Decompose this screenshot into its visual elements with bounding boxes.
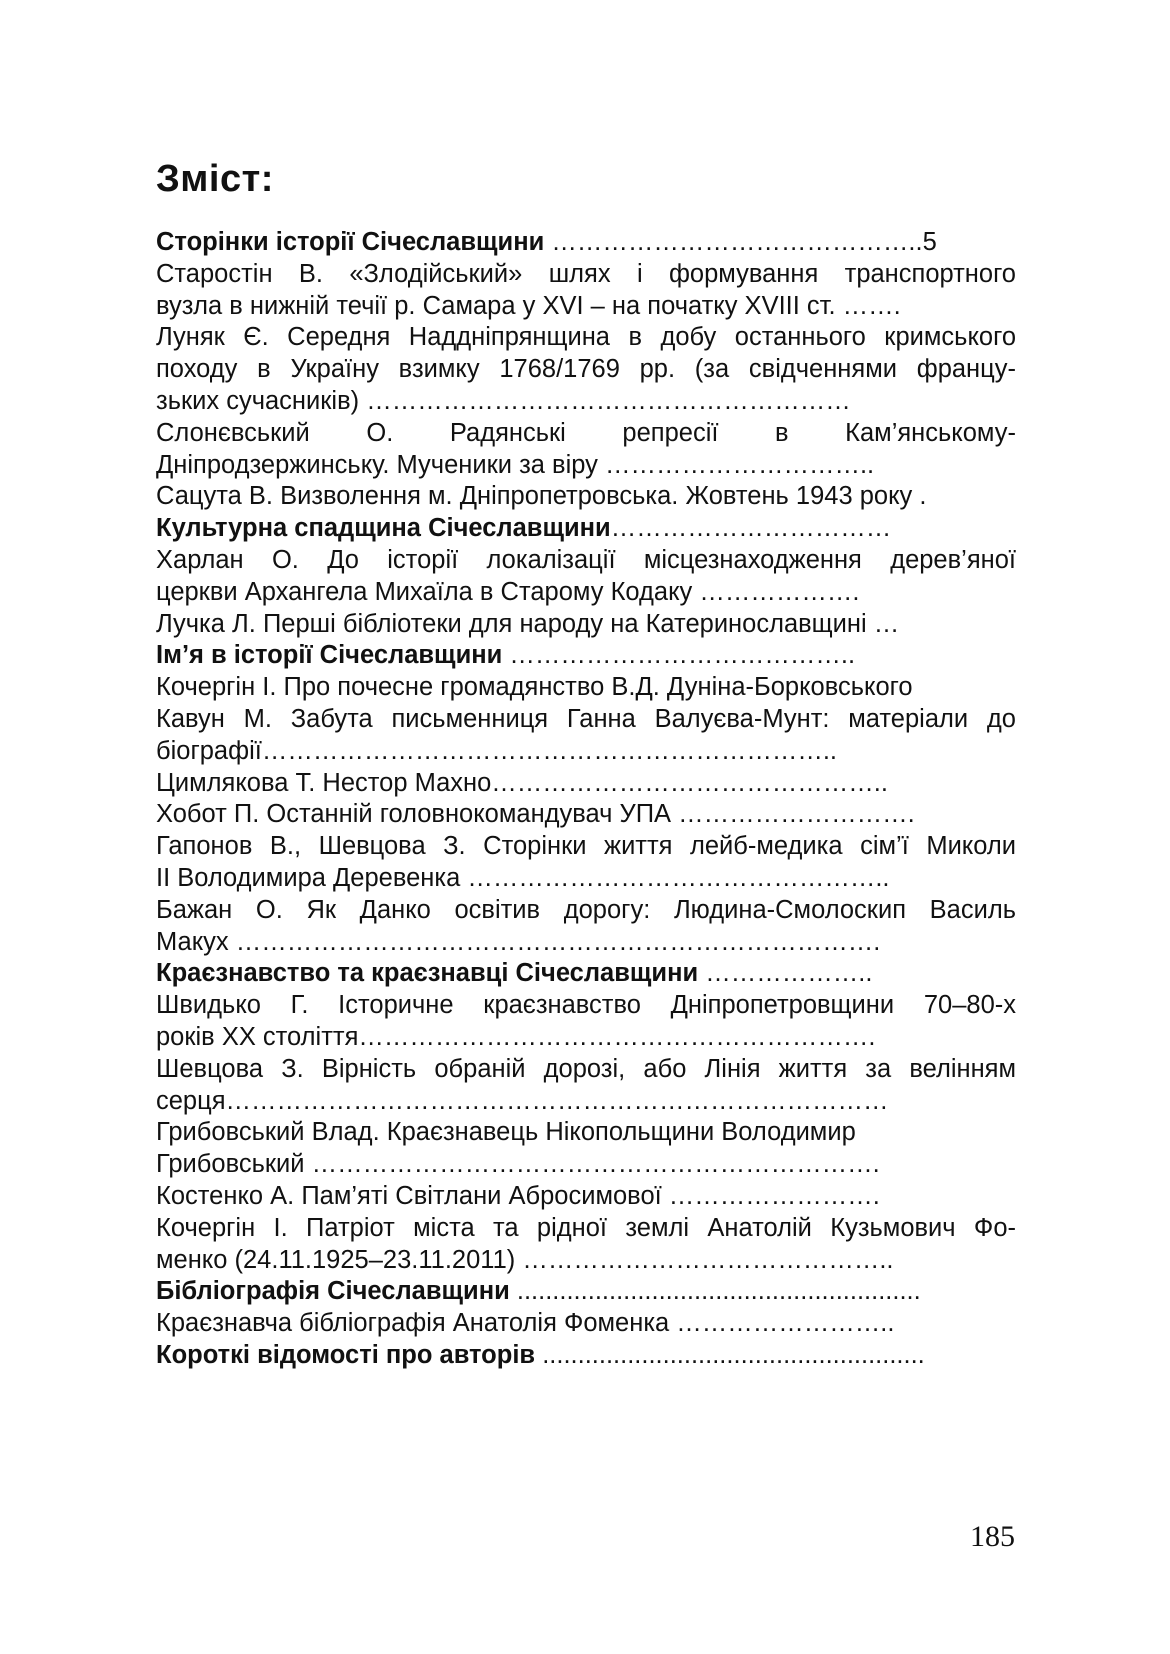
toc-entry bbox=[156, 704, 1016, 768]
toc-section-title: Бібліографія Січеславщини bbox=[156, 1277, 510, 1306]
toc-entry bbox=[156, 609, 1016, 641]
toc-entry bbox=[156, 481, 1016, 513]
toc-entry bbox=[156, 1308, 1016, 1340]
toc-section-title: Короткі відомості про авторів bbox=[156, 1340, 536, 1369]
toc-section bbox=[156, 227, 1016, 259]
toc-entry-line: походу в Україну взимку 1768/1769 рр. (за свідченнями францу- bbox=[156, 355, 1016, 384]
toc-entry-line: Грибовський Влад. Краєзнавець Нікопольщини Володимир bbox=[156, 1118, 856, 1147]
toc-entry-line: ІІ Володимира Деревенка ………………………………………….. bbox=[156, 863, 890, 892]
toc-entry-line: вузла в нижній течії р. Самара у XVI – на початку XVIII ст. ……. bbox=[156, 291, 901, 320]
contents-heading: Зміст: bbox=[156, 158, 274, 200]
toc-entry-line: біографії………………………………………………………….. bbox=[156, 736, 838, 765]
toc-entry-line: Краєзнавча бібліографія Анатолія Фоменка …………………….. bbox=[156, 1309, 895, 1338]
toc-section bbox=[156, 640, 1016, 672]
table-of-contents bbox=[156, 227, 1016, 1372]
toc-entry-line: Кочергін І. Патріот міста та рідної землі Анатолій Кузьмович Фо- bbox=[156, 1213, 1016, 1242]
toc-entry bbox=[156, 418, 1016, 482]
toc-entry bbox=[156, 259, 1016, 323]
toc-entry-line: Харлан О. До історії локалізації місцезнаходження дерев’яної bbox=[156, 545, 1016, 574]
toc-entry-line: Лучка Л. Перші бібліотеки для народу на Катеринославщині … bbox=[156, 609, 900, 638]
toc-entry-line: менко (24.11.1925–23.11.2011) …………………………………….. bbox=[156, 1245, 894, 1274]
toc-entry-line: Луняк Є. Середня Наддніпрянщина в добу останнього кримського bbox=[156, 323, 1016, 352]
toc-leader: ...................................................... bbox=[535, 1340, 925, 1369]
toc-entry-line: церкви Архангела Михаїла в Старому Кодаку ………………. bbox=[156, 577, 860, 606]
toc-entry-line: Цимлякова Т. Нестор Махно……………………………………….. bbox=[156, 768, 888, 797]
toc-entry-line: років ХХ століття……………………………………………………. bbox=[156, 1022, 876, 1051]
toc-leader: ………………………………….. bbox=[502, 641, 856, 670]
toc-section-title: Краєзнавство та краєзнавці Січеславщини bbox=[156, 959, 699, 988]
toc-entry bbox=[156, 672, 1016, 704]
toc-entry-line: Шевцова З. Вірність обраній дорозі, або Лінія життя за велінням bbox=[156, 1054, 1016, 1083]
toc-entry bbox=[156, 1054, 1016, 1118]
toc-entry-line: Дніпродзержинську. Мученики за віру ………………………….. bbox=[156, 450, 875, 479]
toc-entry-line: Бажан О. Як Данко освітив дорогу: Людина-Смолоскип Василь bbox=[156, 895, 1016, 924]
toc-entry bbox=[156, 1213, 1016, 1277]
toc-entry bbox=[156, 768, 1016, 800]
toc-entry-line: зьких сучасників) ………………………………………………… bbox=[156, 386, 851, 415]
toc-section-title: Сторінки історії Січеславщини bbox=[156, 228, 545, 256]
toc-entry bbox=[156, 545, 1016, 609]
toc-entry bbox=[156, 895, 1016, 959]
toc-leader: …………………………… bbox=[610, 514, 892, 543]
toc-section bbox=[156, 1276, 1016, 1308]
toc-entry-line: серця…………………………………………………………………… bbox=[156, 1086, 889, 1115]
toc-section-title: Культурна спадщина Січеславщини bbox=[156, 514, 611, 543]
toc-entry bbox=[156, 990, 1016, 1054]
toc-entry bbox=[156, 831, 1016, 895]
toc-section-title: Ім’я в історії Січеславщини bbox=[156, 641, 503, 670]
toc-entry-line: Сацута В. Визволення м. Дніпропетровська. Жовтень 1943 року . bbox=[156, 482, 927, 511]
toc-entry bbox=[156, 799, 1016, 831]
toc-entry-line: Макух …………………………………………………………………. bbox=[156, 927, 881, 956]
toc-entry-line: Гапонов В., Шевцова З. Сторінки життя лейб-медика сім’ї Миколи bbox=[156, 832, 1016, 861]
toc-leader: ……………………………………..5 bbox=[544, 228, 937, 256]
toc-section bbox=[156, 1340, 1016, 1372]
toc-section bbox=[156, 958, 1016, 990]
toc-entry bbox=[156, 1117, 1016, 1181]
toc-leader: ……………….. bbox=[698, 959, 873, 988]
page-number: 185 bbox=[970, 1520, 1015, 1553]
toc-entry-line: Кочергін І. Про почесне громадянство В.Д. Дуніна-Борковського bbox=[156, 673, 913, 702]
toc-entry-line: Старостін В. «Злодійський» шлях і формування транспортного bbox=[156, 259, 1016, 288]
toc-entry-line: Слонєвський О. Радянські репресії в Кам’янському- bbox=[156, 418, 1016, 447]
toc-entry-line: Швидько Г. Історичне краєзнавство Дніпропетровщини 70–80-х bbox=[156, 991, 1016, 1020]
toc-entry-line: Кавун М. Забута письменниця Ганна Валуєва-Мунт: матеріали до bbox=[156, 704, 1016, 733]
toc-entry-line: Хобот П. Останній головнокомандувач УПА ………………………. bbox=[156, 800, 915, 829]
toc-section bbox=[156, 513, 1016, 545]
toc-leader: ......................................................... bbox=[509, 1277, 921, 1306]
toc-entry-line: Грибовський …………………………………………………………. bbox=[156, 1150, 880, 1179]
toc-entry bbox=[156, 322, 1016, 417]
toc-entry-line: Костенко А. Пам’яті Світлани Абросимової ……………………. bbox=[156, 1181, 880, 1210]
toc-entry bbox=[156, 1181, 1016, 1213]
